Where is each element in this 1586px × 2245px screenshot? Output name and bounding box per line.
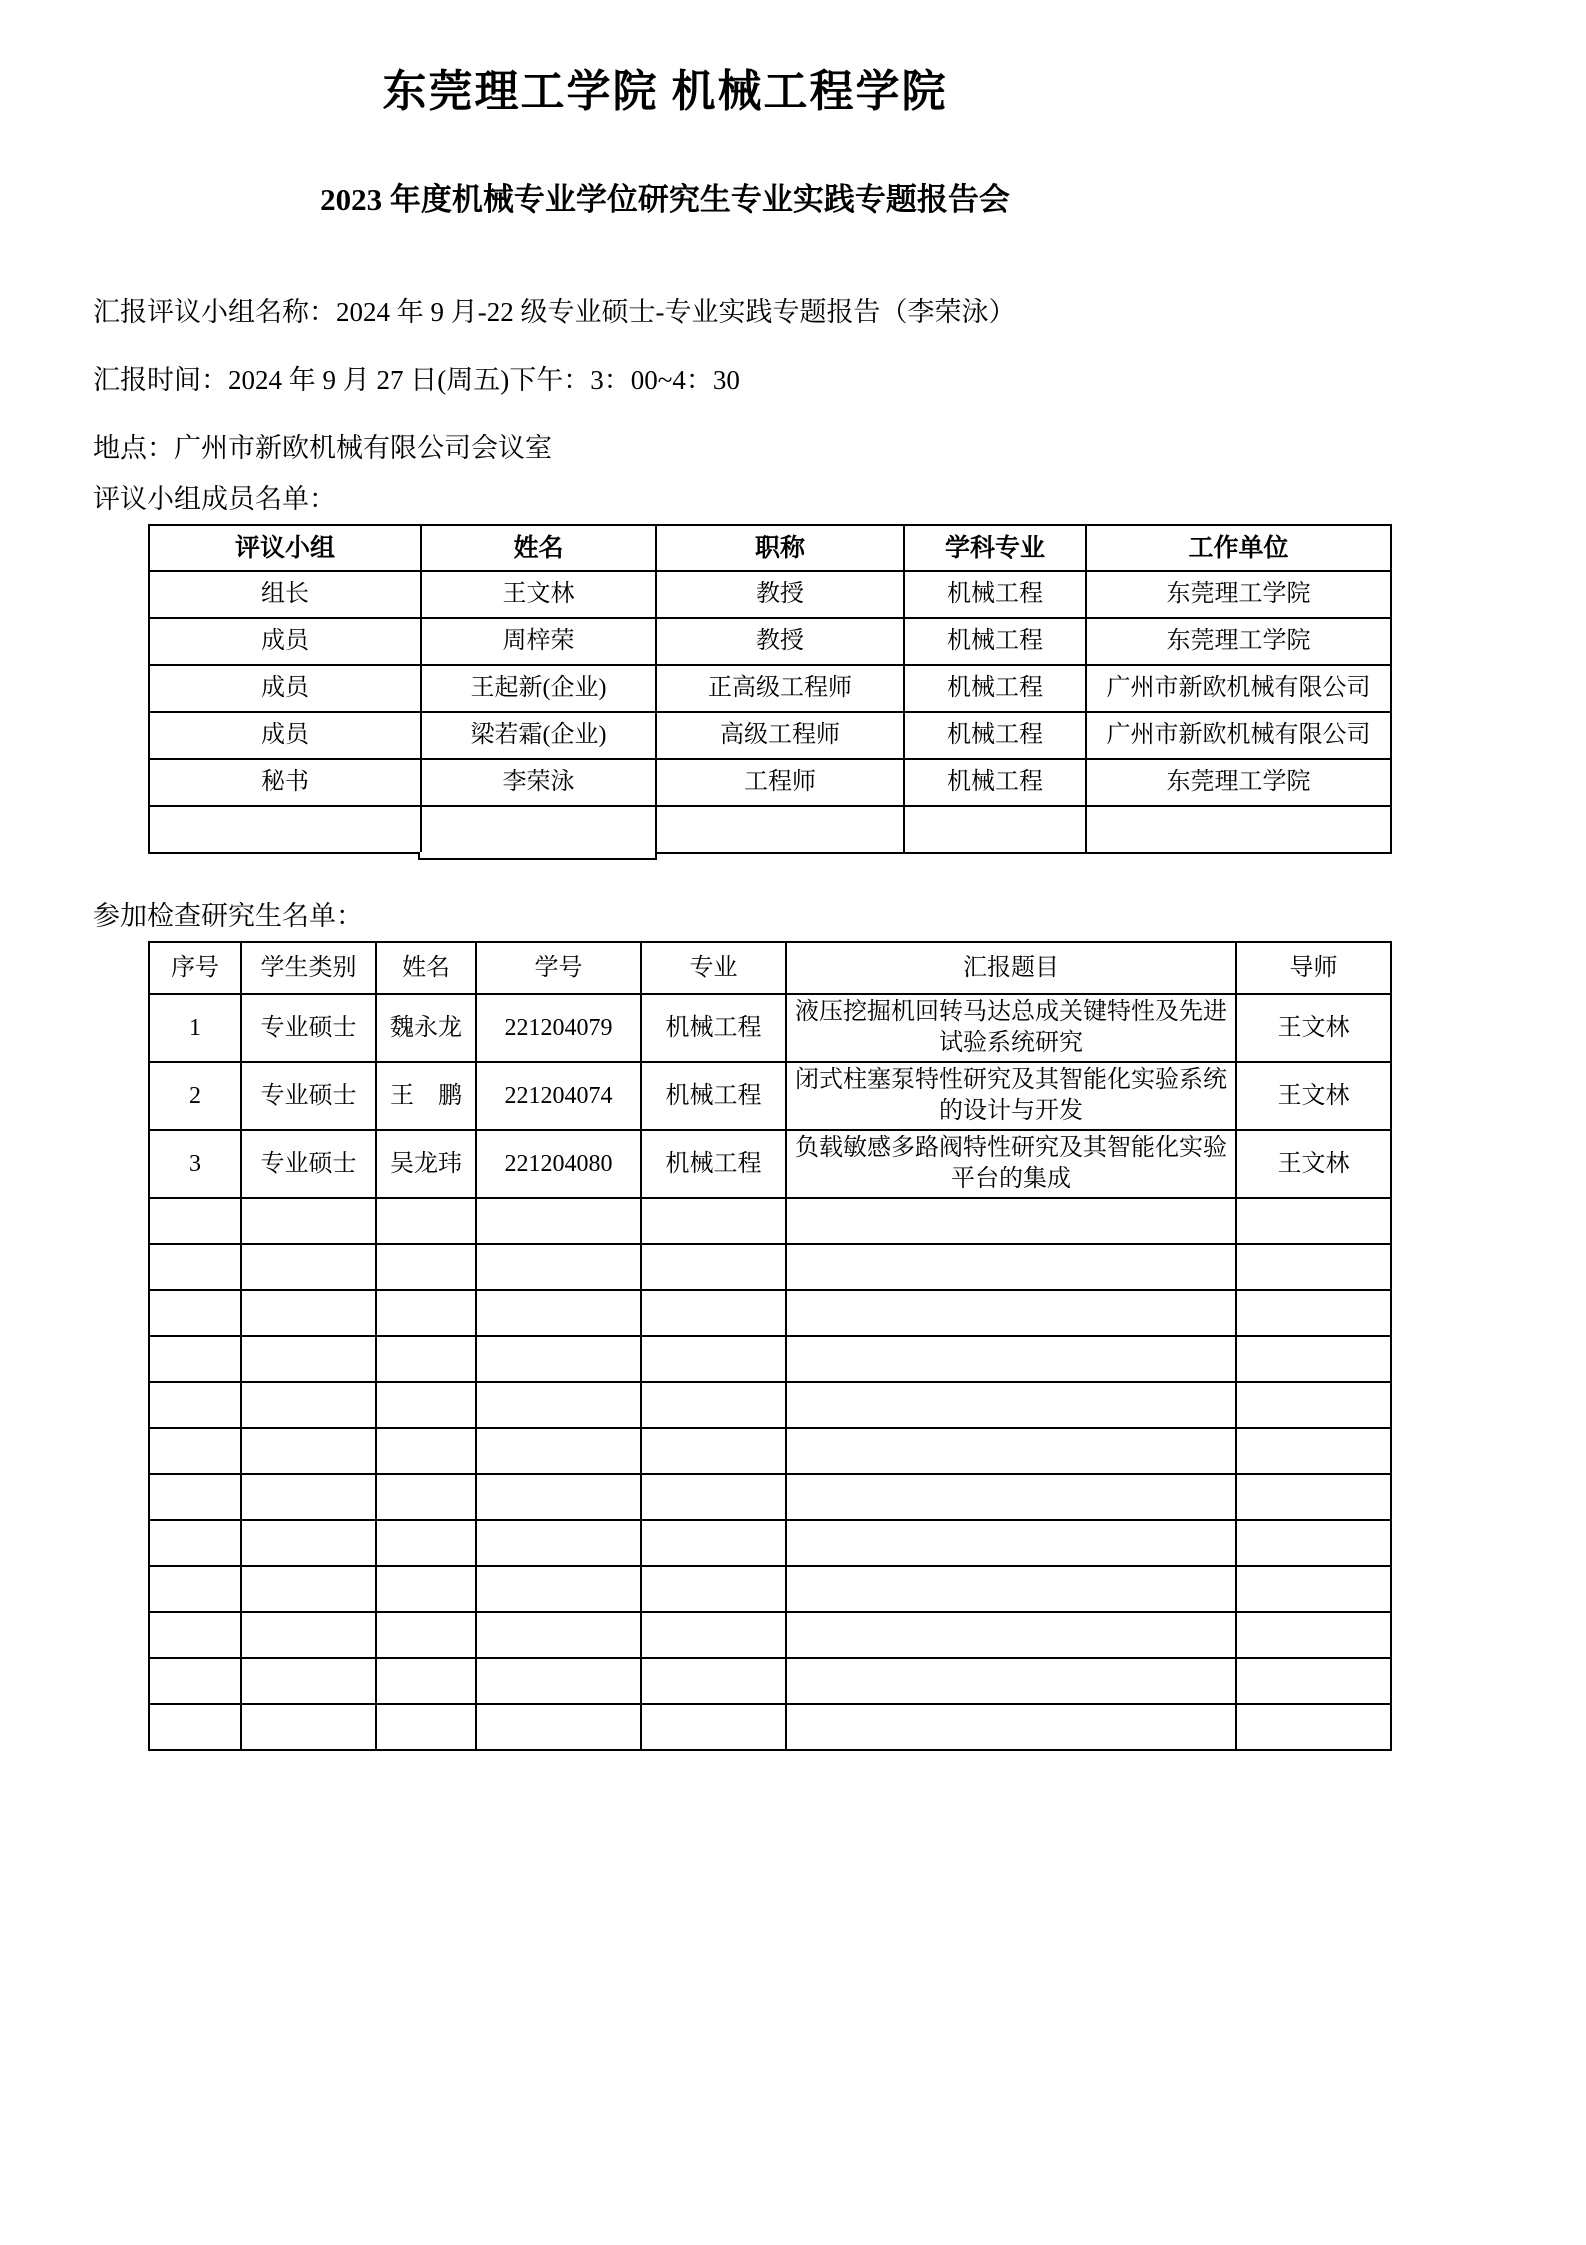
cell: 王 鹏: [376, 1062, 476, 1130]
cell: [476, 1336, 641, 1382]
cell: [149, 1612, 241, 1658]
cell: [376, 1520, 476, 1566]
cell: [376, 1382, 476, 1428]
cell: 东莞理工学院: [1086, 571, 1391, 618]
cell: [149, 1566, 241, 1612]
cell: 机械工程: [641, 1062, 786, 1130]
table-row: [149, 1130, 1391, 1198]
cell: [476, 1382, 641, 1428]
cell: [1236, 1704, 1391, 1750]
table-row-empty: [149, 1612, 1391, 1658]
cell: [904, 806, 1086, 853]
header-cell: 职称: [656, 525, 904, 571]
meta-block: [0, 290, 1330, 522]
cell: 梁若霜(企业): [421, 712, 656, 759]
cell: 组长: [149, 571, 421, 618]
cell: [476, 1704, 641, 1750]
cell: [656, 806, 904, 853]
cell: [149, 1198, 241, 1244]
cell: 负载敏感多路阀特性研究及其智能化实验平台的集成: [786, 1130, 1236, 1198]
cell: 液压挖掘机回转马达总成关键特性及先进试验系统研究: [786, 994, 1236, 1062]
header-cell: 学科专业: [904, 525, 1086, 571]
cell: [376, 1612, 476, 1658]
cell: [241, 1290, 376, 1336]
cell: [786, 1290, 1236, 1336]
cell: [149, 1520, 241, 1566]
cell: [149, 1336, 241, 1382]
cell: [786, 1382, 1236, 1428]
cell: 教授: [656, 571, 904, 618]
cell: [786, 1520, 1236, 1566]
cell: [641, 1704, 786, 1750]
cell: 工程师: [656, 759, 904, 806]
cell: [1086, 806, 1391, 853]
table-row: [149, 759, 1391, 806]
table-row: [149, 806, 1391, 853]
cell: [1236, 1658, 1391, 1704]
cell: [476, 1658, 641, 1704]
cell: 高级工程师: [656, 712, 904, 759]
cell: [376, 1336, 476, 1382]
cell: [376, 1198, 476, 1244]
cell: 1: [149, 994, 241, 1062]
cell: [476, 1566, 641, 1612]
meta-report-time: 汇报时间：2024 年 9 月 27 日(周五)下午：3：00~4：30: [93, 365, 740, 395]
cell: 机械工程: [904, 618, 1086, 665]
cell: 221204079: [476, 994, 641, 1062]
cell: [1236, 1382, 1391, 1428]
cell: [641, 1198, 786, 1244]
cell: [1236, 1428, 1391, 1474]
header-cell: 导师: [1236, 942, 1391, 994]
cell: [376, 1566, 476, 1612]
cell: 教授: [656, 618, 904, 665]
table-row-empty: [149, 1566, 1391, 1612]
cell: 机械工程: [904, 759, 1086, 806]
cell: 机械工程: [904, 665, 1086, 712]
table-row-empty: [149, 1336, 1391, 1382]
table-row-empty: [149, 1290, 1391, 1336]
cell: [241, 1520, 376, 1566]
cell: [476, 1520, 641, 1566]
committee-table: [148, 524, 1390, 854]
cell: [786, 1704, 1236, 1750]
cell: [149, 1428, 241, 1474]
cell: [1236, 1566, 1391, 1612]
cell: [149, 1474, 241, 1520]
cell: 李荣泳: [421, 759, 656, 806]
cell: 广州市新欧机械有限公司: [1086, 665, 1391, 712]
committee-list-label: 评议小组成员名单：: [93, 484, 336, 514]
cell: [641, 1520, 786, 1566]
cell: 吴龙玮: [376, 1130, 476, 1198]
cell: [641, 1612, 786, 1658]
page-title: 东莞理工学院 机械工程学院: [382, 67, 948, 116]
cell: [1236, 1612, 1391, 1658]
students-table-grid: [148, 941, 1392, 1751]
header-cell: 汇报题目: [786, 942, 1236, 994]
cell: 东莞理工学院: [1086, 618, 1391, 665]
header-cell: 评议小组: [149, 525, 421, 571]
cell: [241, 1658, 376, 1704]
cell: [786, 1566, 1236, 1612]
cell: 机械工程: [904, 712, 1086, 759]
cell: 周梓荣: [421, 618, 656, 665]
cell: [149, 806, 421, 853]
cell: [641, 1382, 786, 1428]
cell: [241, 1474, 376, 1520]
cell: 成员: [149, 618, 421, 665]
header-cell: 姓名: [421, 525, 656, 571]
cell: [241, 1382, 376, 1428]
cell: 专业硕士: [241, 1062, 376, 1130]
cell: 王文林: [421, 571, 656, 618]
cell: [641, 1658, 786, 1704]
cell: 秘书: [149, 759, 421, 806]
table-row-empty: [149, 1244, 1391, 1290]
cell: [376, 1428, 476, 1474]
header-cell: 专业: [641, 942, 786, 994]
cell: [786, 1612, 1236, 1658]
table-row: [149, 1062, 1391, 1130]
cell: [641, 1336, 786, 1382]
cell: [786, 1658, 1236, 1704]
cell: [476, 1290, 641, 1336]
cell: [786, 1428, 1236, 1474]
cell: [476, 1244, 641, 1290]
cell: 3: [149, 1130, 241, 1198]
cell: [376, 1290, 476, 1336]
header-row: [149, 525, 1391, 571]
cell: [1236, 1474, 1391, 1520]
cell: 广州市新欧机械有限公司: [1086, 712, 1391, 759]
cell: [149, 1704, 241, 1750]
cell: 专业硕士: [241, 1130, 376, 1198]
cell: [786, 1336, 1236, 1382]
header-cell: 工作单位: [1086, 525, 1391, 571]
table-row: [149, 712, 1391, 759]
cell: [241, 1244, 376, 1290]
table-border-artifact: [418, 852, 657, 860]
cell: [241, 1198, 376, 1244]
cell: [376, 1704, 476, 1750]
cell: 王文林: [1236, 1062, 1391, 1130]
cell: [786, 1198, 1236, 1244]
cell: [1236, 1198, 1391, 1244]
cell: 2: [149, 1062, 241, 1130]
cell: [476, 1474, 641, 1520]
meta-group-name: 汇报评议小组名称：2024 年 9 月-22 级专业硕士-专业实践专题报告（李荣泳）: [93, 297, 1016, 327]
cell: [476, 1428, 641, 1474]
students-section: [0, 894, 1350, 1751]
table-row: [149, 618, 1391, 665]
cell: 221204080: [476, 1130, 641, 1198]
table-row-empty: [149, 1198, 1391, 1244]
cell: [1236, 1290, 1391, 1336]
cell: [149, 1382, 241, 1428]
cell: 王文林: [1236, 1130, 1391, 1198]
table-row-empty: [149, 1474, 1391, 1520]
cell: [149, 1244, 241, 1290]
header-cell: 姓名: [376, 942, 476, 994]
cell: [1236, 1244, 1391, 1290]
cell: 闭式柱塞泵特性研究及其智能化实验系统的设计与开发: [786, 1062, 1236, 1130]
cell: [641, 1290, 786, 1336]
cell: 成员: [149, 712, 421, 759]
cell: [241, 1704, 376, 1750]
header-row: [149, 942, 1391, 994]
cell: 机械工程: [904, 571, 1086, 618]
cell: [786, 1474, 1236, 1520]
cell: [421, 806, 656, 853]
cell: [1236, 1520, 1391, 1566]
cell: [641, 1428, 786, 1474]
cell: 成员: [149, 665, 421, 712]
cell: 王文林: [1236, 994, 1391, 1062]
cell: [241, 1428, 376, 1474]
header-cell: 序号: [149, 942, 241, 994]
table-row-empty: [149, 1520, 1391, 1566]
header-cell: 学号: [476, 942, 641, 994]
cell: 机械工程: [641, 1130, 786, 1198]
table-row-empty: [149, 1428, 1391, 1474]
page-subtitle: 2023 年度机械专业学位研究生专业实践专题报告会: [320, 182, 1010, 217]
cell: [376, 1474, 476, 1520]
cell: [241, 1336, 376, 1382]
cell: [1236, 1336, 1391, 1382]
cell: [641, 1474, 786, 1520]
cell: [241, 1612, 376, 1658]
students-list-label: 参加检查研究生名单：: [93, 901, 363, 931]
table-row: [149, 994, 1391, 1062]
cell: 王起新(企业): [421, 665, 656, 712]
cell: 221204074: [476, 1062, 641, 1130]
table-row: [149, 665, 1391, 712]
cell: [241, 1566, 376, 1612]
cell: [641, 1244, 786, 1290]
committee-table-grid: [148, 524, 1392, 854]
header-cell: 学生类别: [241, 942, 376, 994]
cell: [476, 1198, 641, 1244]
cell: 魏永龙: [376, 994, 476, 1062]
cell: [376, 1658, 476, 1704]
cell: 正高级工程师: [656, 665, 904, 712]
table-row: [149, 571, 1391, 618]
cell: 机械工程: [641, 994, 786, 1062]
cell: [149, 1658, 241, 1704]
students-table: [148, 941, 1390, 1751]
cell: [786, 1244, 1236, 1290]
table-row-empty: [149, 1704, 1391, 1750]
table-row-empty: [149, 1658, 1391, 1704]
cell: [149, 1290, 241, 1336]
cell: [476, 1612, 641, 1658]
cell: [376, 1244, 476, 1290]
meta-location: 地点：广州市新欧机械有限公司会议室: [93, 433, 552, 463]
cell: [641, 1566, 786, 1612]
cell: 专业硕士: [241, 994, 376, 1062]
table-row-empty: [149, 1382, 1391, 1428]
cell: 东莞理工学院: [1086, 759, 1391, 806]
